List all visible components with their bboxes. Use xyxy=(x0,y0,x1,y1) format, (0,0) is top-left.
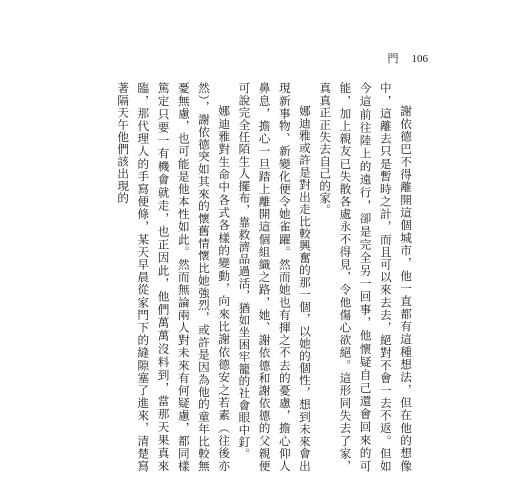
running-header xyxy=(388,50,429,66)
paragraph: 娜迪雅或許是對出走比較興奮的那一個，以她的個性，想到未來會出現新事物、新變化便令她雀躍。然而她也有揮之不去的憂慮，擔心仰人鼻息，擔心一旦踏上離開這個組織之路，她、謝依德和謝依德的父親便可說完全任陌生人擺布，靠救濟品過活，猶如坐困牢籠的社會眼中釘。 xyxy=(237,82,312,472)
paragraph: 謝依德巴不得離開這個城市，他一直都有這種想法，但在他的想像中，這離去只是暫時之計，而且可以來去去，絕對不會一去不返。但如今這前往陸上的遠行，卻是完全另一回事，他懷疑自己還會回來的可能，加上親友已失散各處永不得見，令他傷心欲絕。這形同失去了家，真真正正失去自己的家。 xyxy=(318,82,413,472)
paragraph: 娜迪雅對生命中各式各樣的變動，向來比謝依德安之若素（往後亦然），謝依德突如其來的懷舊情懷比她強烈，或許是因為他的童年比較無憂無慮，也可能是他本性如此。然而無論兩人對未來有何疑慮，都同樣篤定只要一有機會就走，也正因此，他們萬萬沒料到，當那天果真來臨，那代理人的手寫便條，某天早晨從家門下的縫隙塞了進來，清楚寫著隔天午他們該出現的 xyxy=(116,82,232,472)
chapter-title: 門 xyxy=(387,52,400,65)
vertical-text-body xyxy=(118,82,416,472)
page-number: 106 xyxy=(411,53,428,65)
